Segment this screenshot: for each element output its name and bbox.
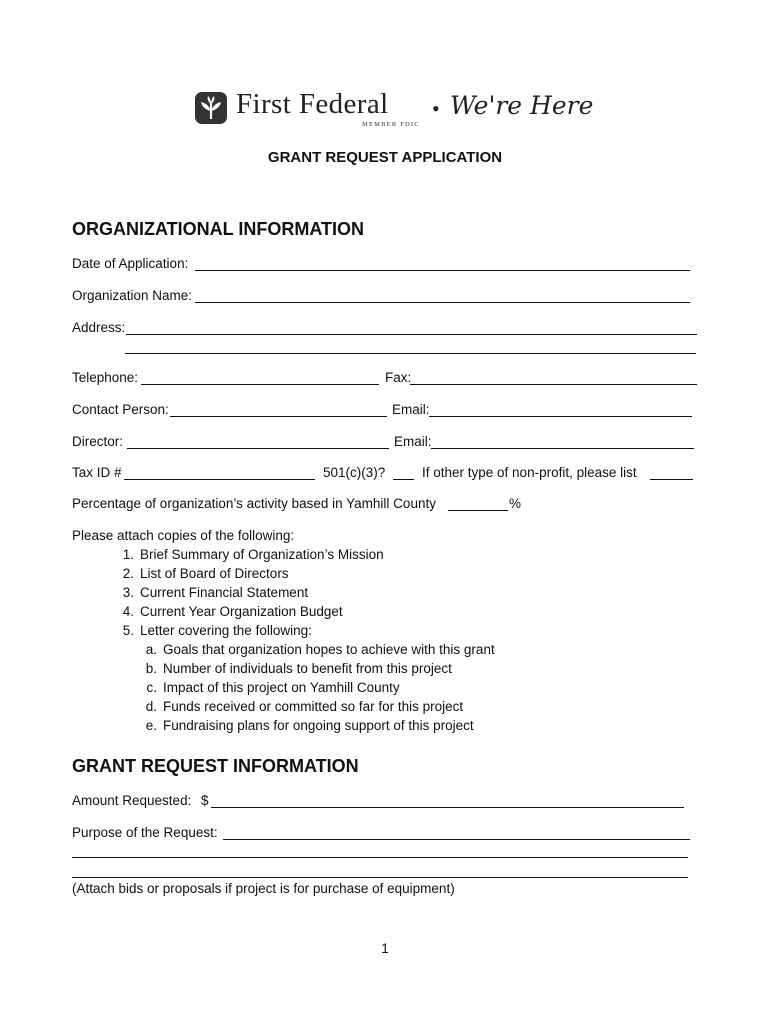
list-item-text: Funds received or committed so far for this project (163, 699, 464, 714)
amount-requested-field[interactable] (211, 807, 684, 808)
purpose-label: Purpose of the Request: (72, 825, 218, 840)
first-federal-logo (194, 88, 594, 134)
document-title: GRANT REQUEST APPLICATION (267, 149, 503, 166)
org-section-heading: ORGANIZATIONAL INFORMATION (72, 219, 364, 239)
list-item-number: e. (145, 718, 157, 733)
list-item-text: Letter covering the following: (140, 623, 312, 638)
list-item-number: c. (146, 680, 157, 695)
telephone-field[interactable] (141, 384, 379, 385)
address-field-line2[interactable] (125, 353, 696, 354)
list-item (145, 661, 452, 676)
list-item-text: Current Financial Statement (140, 585, 309, 600)
list-item-number: 2. (122, 566, 134, 581)
list-item-number: b. (145, 661, 157, 676)
list-item-text: Goals that organization hopes to achieve with this grant (163, 642, 495, 657)
list-item-number: 3. (122, 585, 134, 600)
contact-email-label: Email: (392, 402, 430, 417)
list-item-number: 4. (122, 604, 134, 619)
address-label: Address: (72, 320, 126, 335)
other-nonprofit-field[interactable] (650, 479, 693, 480)
member-fdic-text: MEMBER FDIC (362, 121, 420, 128)
list-item-text: Brief Summary of Organization’s Mission (140, 547, 384, 562)
address-row (72, 320, 698, 338)
logo-tagline: We're Here (450, 91, 594, 120)
address-field-line1[interactable] (126, 334, 697, 335)
dollar-sign: $ (201, 793, 209, 808)
fax-label: Fax: (385, 370, 412, 385)
telephone-label: Telephone: (72, 370, 139, 385)
director-email-label: Email: (394, 434, 432, 449)
list-item-number: 1. (122, 547, 134, 562)
logo-name: First Federal (236, 88, 389, 120)
org-name-label: Organization Name: (72, 288, 193, 303)
list-item-number: a. (145, 642, 157, 657)
tax-id-label: Tax ID # (72, 465, 122, 480)
list-item-text: Current Year Organization Budget (140, 604, 343, 619)
list-item-text: Number of individuals to benefit from this project (163, 661, 452, 676)
attach-bids-note: (Attach bids or proposals if project is for purchase of equipment) (72, 881, 455, 896)
logo-separator: • (432, 96, 440, 121)
list-item (122, 585, 309, 600)
organization-name-row (72, 288, 692, 306)
tax-id-field[interactable] (124, 479, 315, 480)
contact-person-field[interactable] (170, 416, 387, 417)
percent-sign: % (509, 496, 522, 511)
list-item (145, 642, 495, 657)
contact-email-field[interactable] (429, 416, 692, 417)
date-label: Date of Application: (72, 256, 189, 271)
list-item (146, 680, 400, 695)
date-of-application-row (72, 256, 692, 274)
list-item-text: Impact of this project on Yamhill County (163, 680, 400, 695)
purpose-field-line1[interactable] (223, 839, 690, 840)
purpose-row (72, 825, 692, 843)
amount-requested-row (72, 793, 686, 811)
page-number: 1 (381, 941, 389, 956)
attach-intro-text: Please attach copies of the following: (72, 528, 295, 543)
percentage-field[interactable] (448, 510, 508, 511)
list-item (145, 718, 474, 733)
fax-field[interactable] (410, 384, 697, 385)
contact-person-label: Contact Person: (72, 402, 169, 417)
director-email-field[interactable] (431, 448, 694, 449)
date-field[interactable] (195, 270, 690, 271)
list-item (122, 623, 312, 638)
director-label: Director: (72, 434, 124, 449)
purpose-field-line3[interactable] (72, 877, 688, 878)
director-email-row (72, 434, 696, 452)
grant-section-heading: GRANT REQUEST INFORMATION (72, 756, 359, 776)
501c3-label: 501(c)(3)? (323, 465, 386, 480)
list-item (145, 699, 464, 714)
list-item (122, 604, 343, 619)
telephone-fax-row (72, 370, 698, 388)
501c3-field[interactable] (393, 479, 414, 480)
percentage-row (72, 496, 532, 514)
purpose-field-line2[interactable] (72, 857, 688, 858)
list-item (122, 547, 384, 562)
tax-id-row (72, 465, 696, 483)
list-item (122, 566, 289, 581)
contact-email-row (72, 402, 694, 420)
list-item-number: 5. (122, 623, 134, 638)
org-name-field[interactable] (195, 302, 690, 303)
list-item-text: List of Board of Directors (140, 566, 289, 581)
wheat-stalk-logo-icon (194, 91, 228, 125)
amount-requested-label: Amount Requested: (72, 793, 192, 808)
other-nonprofit-label: If other type of non-profit, please list (422, 465, 637, 480)
director-field[interactable] (127, 448, 389, 449)
list-item-number: d. (145, 699, 157, 714)
list-item-text: Fundraising plans for ongoing support of this project (163, 718, 474, 733)
percentage-label: Percentage of organization’s activity based in Yamhill County (72, 496, 436, 511)
